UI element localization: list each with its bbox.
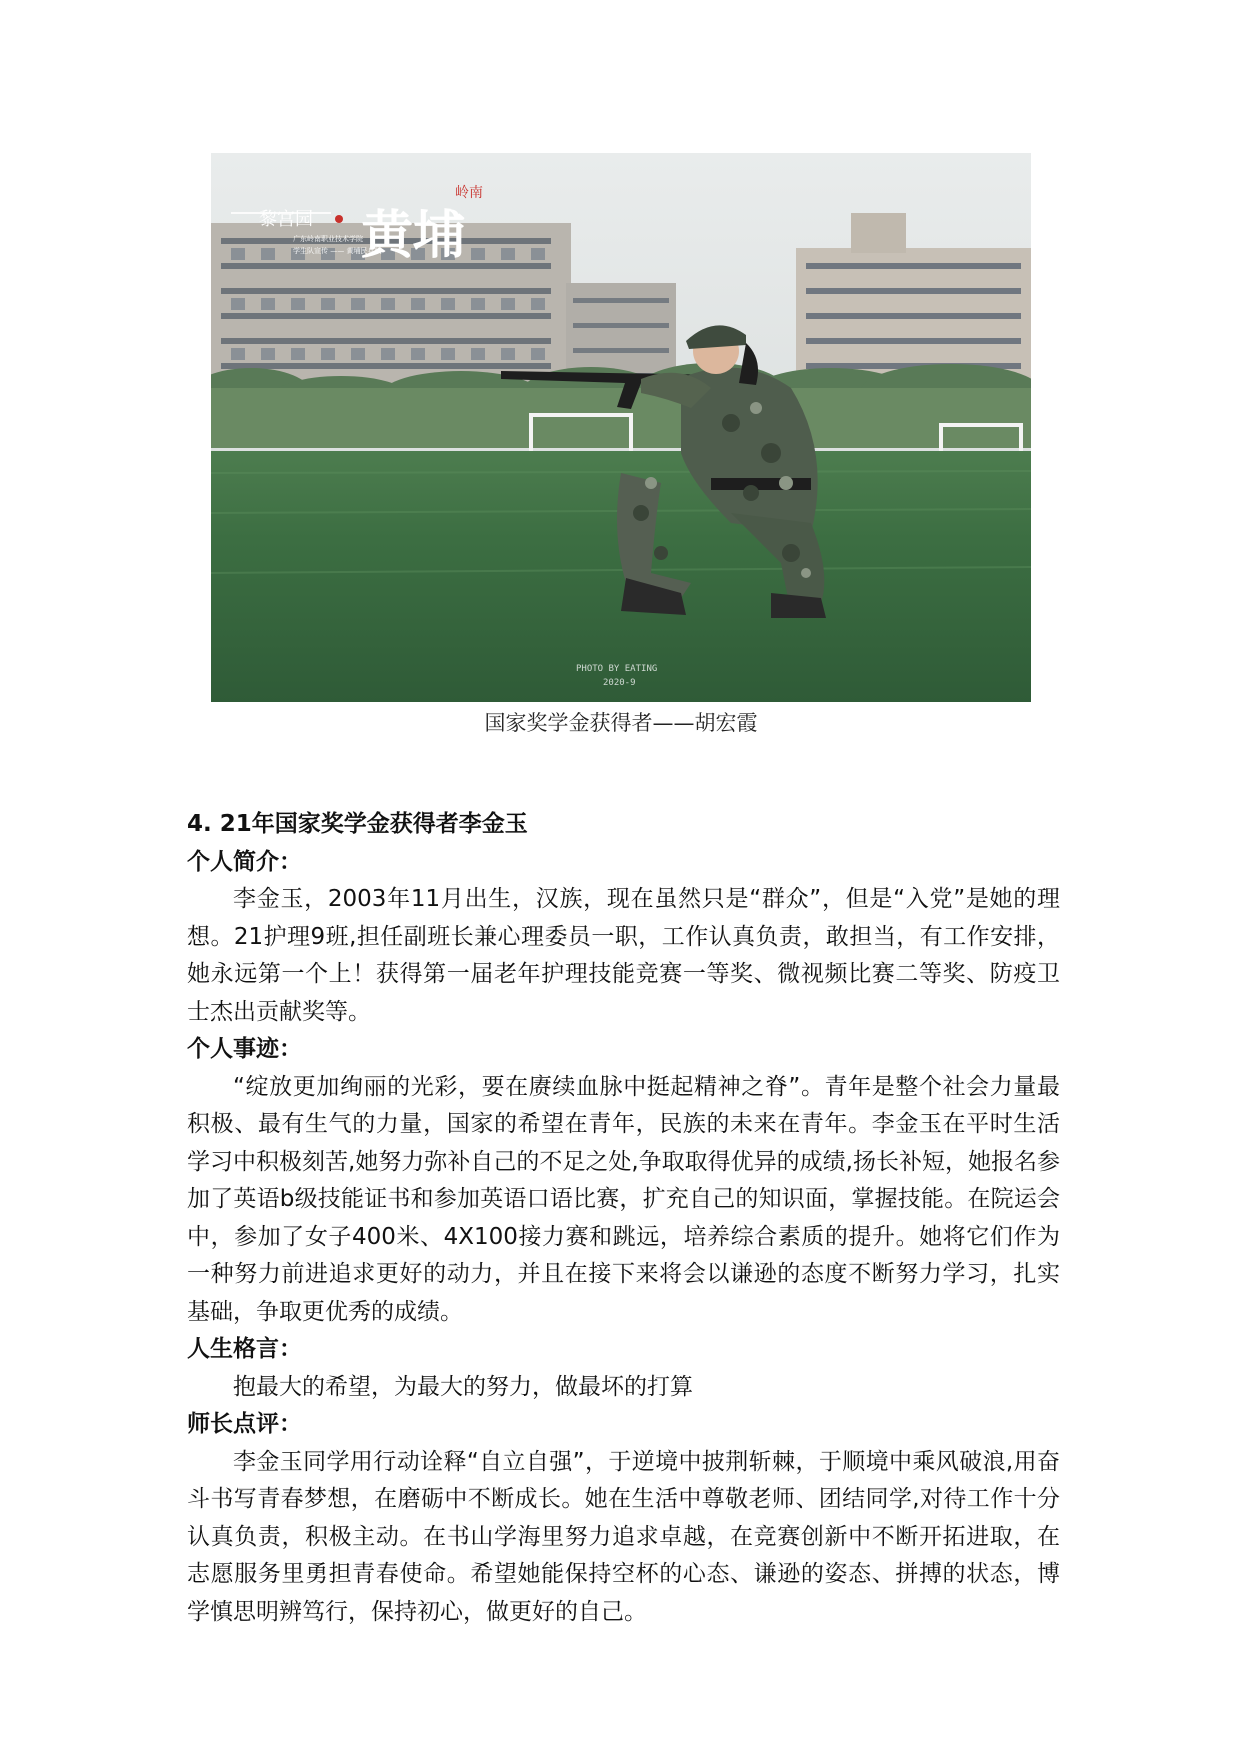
logo-line1: 广东岭南职业技术学院 (293, 235, 363, 243)
logo-line2: 学生队宣传 —— 黄埔民兵队 (293, 247, 382, 255)
intro-heading: 个人简介： (187, 848, 302, 875)
deeds-text: “绽放更加绚丽的光彩，要在赓续血脉中挺起精神之脊”。青年是整个社会力量最积极、最有生气的力量，国家的希望在青年，民族的未来在青年。李金玉在平时生活学习中积极刻苦,她努力弥补自己的不足之处,争取取得优异的成绩,扬长补短，她报名参加了英语b级技能证书和参加英语口语比赛，扩充自己的知识面，掌握技能。在院运会中，参加了女子400米、4X100接力赛和跳远，培养综合素质的提升。她将它们作为一种努力前进追求更好的动力，并且在接下来将会以谦逊的态度不断努力学习，扎实基础，争取更优秀的成绩。 (187, 1073, 1060, 1325)
watermark-line2: 2020-9 (603, 678, 636, 688)
watermark-line1: PHOTO BY EATING (576, 664, 658, 674)
article-section (187, 806, 1060, 1631)
logo-seal-text: 岭南 (455, 185, 483, 201)
comment-text: 李金玉同学用行动诠释“自立自强”，于逆境中披荆斩棘，于顺境中乘风破浪,用奋斗书写青春梦想，在磨砺中不断成长。她在生活中尊敬老师、团结同学,对待工作十分认真负责，积极主动。在书山学海里努力追求卓越，在竞赛创新中不断开拓进取，在志愿服务里勇担青春使命。希望她能保持空杯的心态、谦逊的姿态、拼搏的状态，博学慎思明辨笃行，保持初心，做更好的自己。 (187, 1448, 1060, 1625)
comment-heading: 师长点评： (187, 1411, 302, 1437)
motto-heading: 人生格言： (187, 1336, 302, 1362)
section-title: 4. 21年国家奖学金获得者李金玉 (187, 811, 528, 837)
logo-left-text: 黎宫园 (259, 209, 313, 230)
intro-text: 李金玉，2003年11月出生，汉族，现在虽然只是“群众”，但是“入党”是她的理想。21护理9班,担任副班长兼心理委员一职，工作认真负责，敢担当，有工作安排，她永远第一个上！获得第一届老年护理技能竞赛一等奖、微视频比赛二等奖、防疫卫士杰出贡献奖等。 (187, 886, 1060, 1025)
motto-text: 抱最大的希望，为最大的努力，做最坏的打算 (233, 1373, 693, 1400)
logo-main-text: 黄埔 (361, 205, 466, 266)
student-photo (211, 153, 1031, 702)
photo-caption: 国家奖学金获得者——胡宏霞 (484, 711, 758, 735)
photo-illustration (211, 153, 1031, 702)
deeds-heading: 个人事迹： (187, 1036, 302, 1062)
